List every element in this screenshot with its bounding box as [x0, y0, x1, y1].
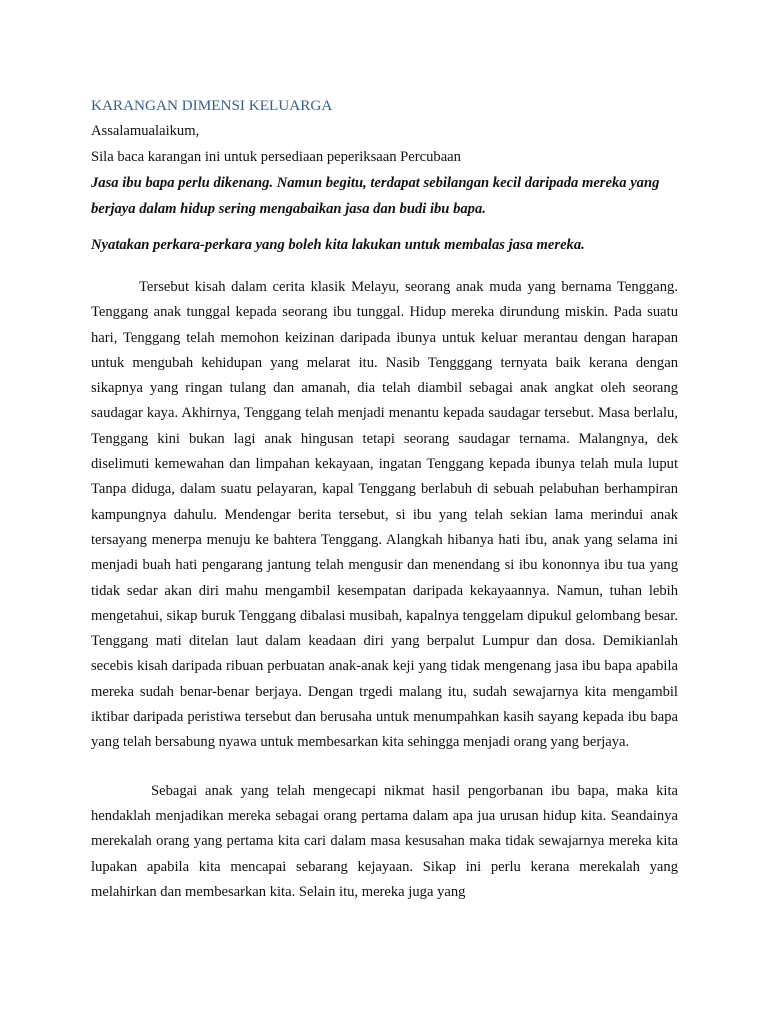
- body-paragraph-1: Tersebut kisah dalam cerita klasik Melayu, seorang anak muda yang bernama Tenggang. Tenggang anak tunggal kepada seorang ibu tunggal. Hidup mereka dirundung miskin. Pada suatu hari, Tenggang telah memohon keizinan daripada ibunya untuk keluar merantau dengan harapan untuk mengubah kehidupan yang melarat itu. Nasib Tengggang ternyata baik kerana dengan sikapnya yang ringan tulang dan amanah, dia telah diambil sebagai anak angkat oleh seorang saudagar kaya. Akhirnya, Tenggang telah menjadi menantu kepada saudagar tersebut. Masa berlalu, Tenggang kini bukan lagi anak hingusan tetapi seorang saudagar ternama. Malangnya, dek diselimuti kemewahan dan limpahan kekayaan, ingatan Tenggang kepada ibunya telah mula luput Tanpa diduga, dalam suatu pelayaran, kapal Tenggang berlabuh di sebuah pelabuhan berhampiran kampungnya dahulu. Mendengar berita tersebut, si ibu yang telah sekian lama merindui anak tersayang menerpa menuju ke bahtera Tenggang. Alangkah hibanya hati ibu, anak yang selama ini menjadi buah hati pengarang jantung telah mengusir dan menendang si ibu kononnya ibu tua yang tidak sedar akan diri mahu mengambil kesempatan daripada kekayaannya. Namun, tuhan lebih mengetahui, sikap buruk Tenggang dibalasi musibah, kapalnya tenggelam dipukul gelombang besar. Tenggang mati ditelan laut dalam keadaan diri yang berpalut Lumpur dan dosa. Demikianlah secebis kisah daripada ribuan perbuatan anak-anak keji yang tidak mengenang jasa ibu bapa apabila mereka sudah benar-benar berjaya. Dengan trgedi malang itu, sudah sewajarnya kita mengambil iktibar daripada peristiwa tersebut dan berusaha untuk menumpahkan kasih sayang kepada ibu bapa yang telah bersabung nyawa untuk membesarkan kita sehingga menjadi orang yang berjaya.: [91, 279, 678, 751]
- body-paragraph-2: Sebagai anak yang telah mengecapi nikmat hasil pengorbanan ibu bapa, maka kita hendaklah menjadikan mereka sebagai orang pertama dalam apa jua urusan hidup kita. Seandainya merekalah orang yang pertama kita cari dalam masa kesusahan maka tidak sewajarnya mereka kita lupakan apabila kita mencapai sebarang kejayaan. Sikap ini perlu kerana merekalah yang melahirkan dan membesarkan kita. Selain itu, mereka juga yang: [91, 782, 678, 900]
- essay-question: Nyatakan perkara-perkara yang boleh kita lakukan untuk membalas jasa mereka.: [91, 237, 585, 253]
- essay-title: KARANGAN DIMENSI KELUARGA: [91, 97, 333, 114]
- instruction-text: Sila baca karangan ini untuk persediaan peperiksaan Percubaan: [91, 149, 461, 165]
- essay-prompt: Jasa ibu bapa perlu dikenang. Namun begitu, terdapat sebilangan kecil daripada mereka yang berjaya dalam hidup sering mengabaikan jasa dan budi ibu bapa.: [91, 175, 660, 217]
- document-body: [91, 94, 678, 905]
- greeting-text: Assalamualaikum,: [91, 123, 200, 139]
